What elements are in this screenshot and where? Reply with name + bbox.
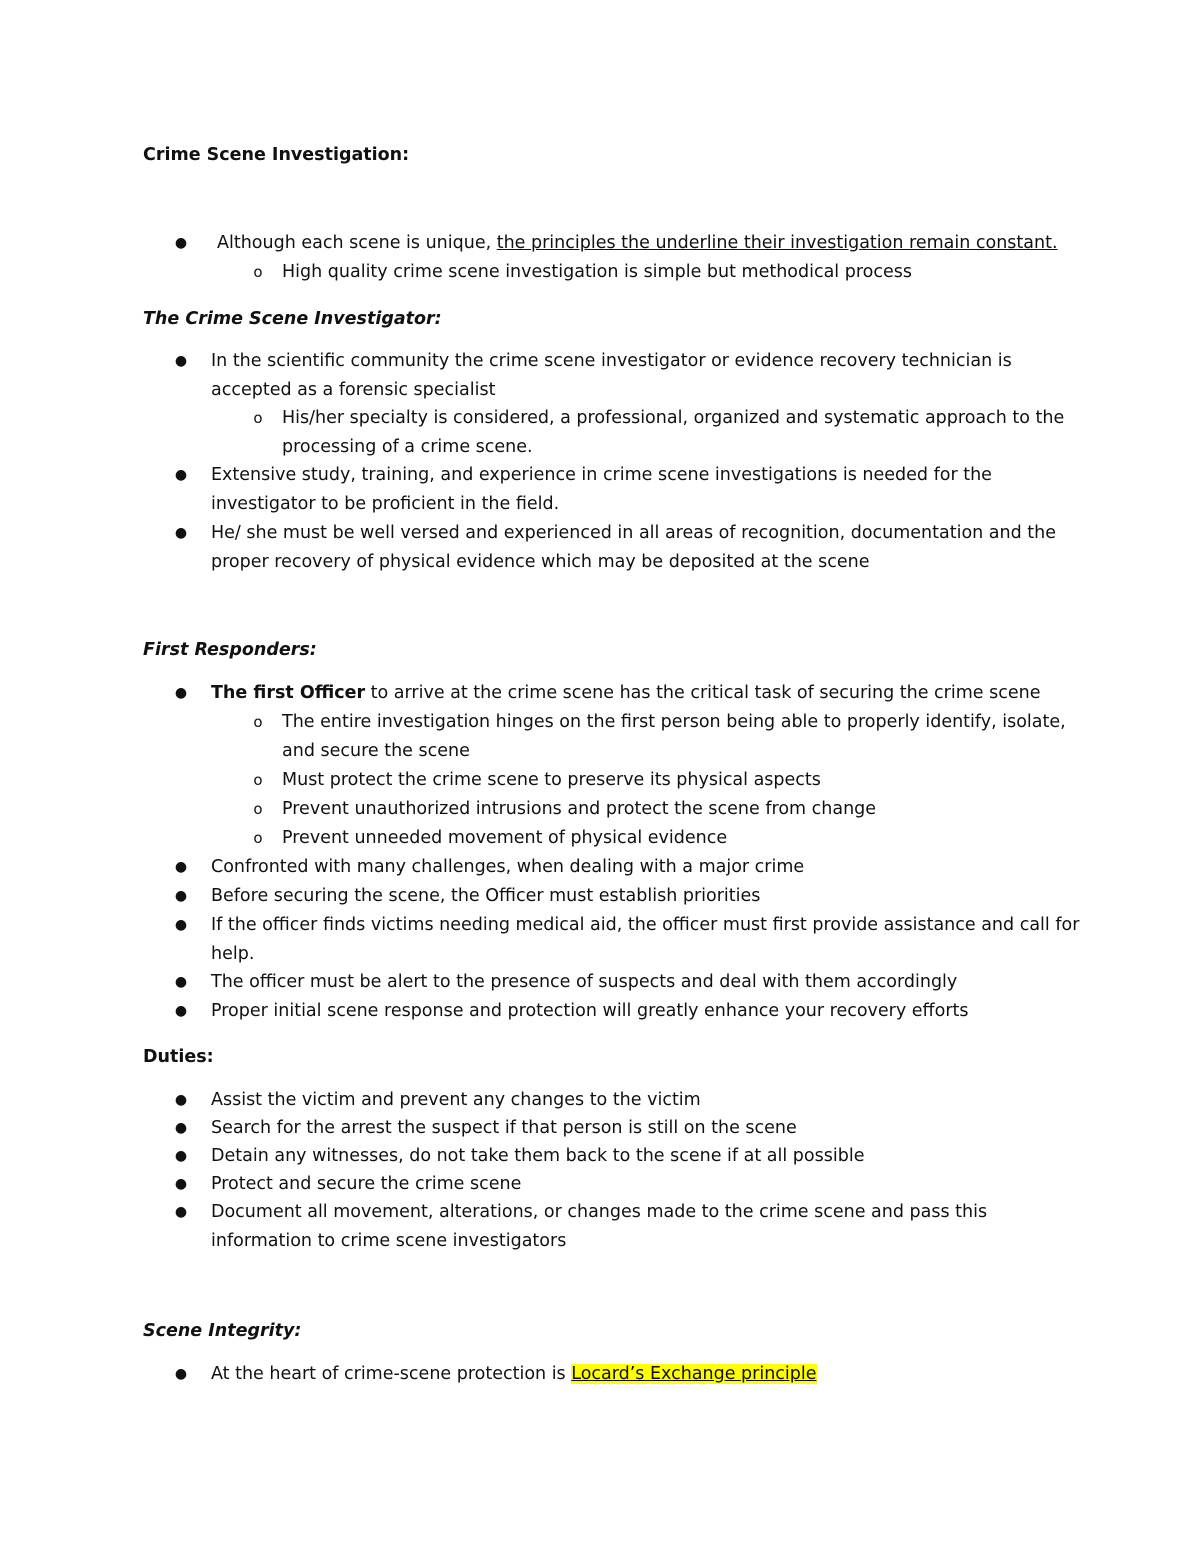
- bullet-icon: ●: [174, 1148, 188, 1164]
- list-item: [174, 1170, 1091, 1199]
- bullet-icon: ●: [174, 685, 188, 701]
- list-item-text: to arrive at the crime scene has the critical task of securing the crime scene: [365, 683, 1041, 703]
- list-item-text: If the officer finds victims needing medical aid, the officer must first provide assistance and call for help.: [211, 915, 1080, 964]
- bullet-icon: ●: [174, 1003, 188, 1019]
- list-item: [174, 347, 1091, 404]
- bullet-icon: ●: [174, 1366, 188, 1382]
- list-item: [174, 1114, 1091, 1143]
- sub-list-item: [253, 404, 1092, 461]
- bullet-icon: ●: [174, 1092, 188, 1108]
- list-item-text: High quality crime scene investigation is simple but methodical process: [282, 262, 912, 282]
- list-item: [174, 1360, 1091, 1389]
- list-item: [174, 968, 1091, 997]
- bold-text: The first Officer: [211, 683, 366, 703]
- bullet-icon: ●: [174, 1204, 188, 1220]
- list-item-text: The officer must be alert to the presence of suspects and deal with them accordingly: [211, 972, 958, 992]
- list-item: [174, 853, 1091, 882]
- heading-crime-scene-investigation: Crime Scene Investigation:: [143, 145, 410, 165]
- sub-list-item: [253, 258, 1092, 287]
- list-item-text: His/her specialty is considered, a professional, organized and systematic approach to the processing of a crime scene.: [282, 408, 1065, 457]
- bullet-icon: ●: [174, 917, 188, 933]
- sub-list-item: [253, 766, 1092, 795]
- list-item-text: Prevent unneeded movement of physical evidence: [282, 828, 728, 848]
- bullet-icon: ●: [174, 859, 188, 875]
- list-item: [174, 1142, 1091, 1171]
- list-item-text: Proper initial scene response and protection will greatly enhance your recovery efforts: [211, 1001, 969, 1021]
- heading-first-responders: First Responders:: [143, 640, 317, 660]
- sub-list-item: [253, 708, 1092, 765]
- bullet-icon: ●: [174, 467, 188, 483]
- list-item: [174, 519, 1091, 576]
- bullet-icon: ●: [174, 353, 188, 369]
- bullet-icon: ●: [174, 525, 188, 541]
- list-item-text: Confronted with many challenges, when dealing with a major crime: [211, 857, 805, 877]
- list-item-text: Assist the victim and prevent any changes to the victim: [211, 1090, 701, 1110]
- list-item: [174, 679, 1091, 708]
- list-item-text: Search for the arrest the suspect if that person is still on the scene: [211, 1118, 797, 1138]
- sub-bullet-icon: o: [253, 771, 263, 789]
- list-item-text: Before securing the scene, the Officer must establish priorities: [211, 886, 761, 906]
- heading-duties: Duties:: [143, 1047, 214, 1067]
- list-item-text: He/ she must be well versed and experienced in all areas of recognition, documentation and the proper recovery of physical evidence which may be deposited at the scene: [211, 523, 1057, 572]
- list-item-text: Document all movement, alterations, or changes made to the crime scene and pass this information to crime scene investigators: [211, 1202, 988, 1251]
- sub-bullet-icon: o: [253, 829, 263, 847]
- list-item-text: Must protect the crime scene to preserve its physical aspects: [282, 770, 821, 790]
- list-item: [174, 997, 1091, 1026]
- heading-crime-scene-investigator: The Crime Scene Investigator:: [143, 309, 442, 329]
- list-item: [174, 1198, 1091, 1255]
- list-item: [174, 911, 1091, 968]
- underlined-text: the principles the underline their investigation remain constant.: [496, 233, 1058, 253]
- sub-list-item: [253, 824, 1092, 853]
- highlighted-link-text[interactable]: Locard’s Exchange principle: [571, 1364, 817, 1384]
- list-item-text: The entire investigation hinges on the first person being able to properly identify, isolate, and secure the scene: [282, 712, 1066, 761]
- list-item-text: Although each scene is unique,: [217, 233, 497, 253]
- bullet-icon: ●: [174, 888, 188, 904]
- sub-bullet-icon: o: [253, 409, 263, 427]
- list-item: [174, 461, 1091, 518]
- bullet-icon: ●: [174, 974, 188, 990]
- sub-bullet-icon: o: [253, 800, 263, 818]
- bullet-icon: ●: [174, 1176, 188, 1192]
- list-item-text: Extensive study, training, and experience in crime scene investigations is needed for the investigator to be proficient in the field.: [211, 465, 992, 514]
- heading-scene-integrity: Scene Integrity:: [143, 1321, 302, 1341]
- sub-bullet-icon: o: [253, 263, 263, 281]
- list-item-text: In the scientific community the crime scene investigator or evidence recovery technician is accepted as a forensic specialist: [211, 351, 1012, 400]
- list-item-text: At the heart of crime-scene protection is: [211, 1364, 572, 1384]
- list-item: [174, 229, 1097, 258]
- sub-list-item: [253, 795, 1092, 824]
- list-item-text: Protect and secure the crime scene: [211, 1174, 522, 1194]
- list-item: [174, 1086, 1091, 1115]
- list-item-text: Detain any witnesses, do not take them back to the scene if at all possible: [211, 1146, 865, 1166]
- bullet-icon: ●: [174, 235, 188, 251]
- list-item-text: Prevent unauthorized intrusions and protect the scene from change: [282, 799, 877, 819]
- bullet-icon: ●: [174, 1120, 188, 1136]
- sub-bullet-icon: o: [253, 713, 263, 731]
- list-item: [174, 882, 1091, 911]
